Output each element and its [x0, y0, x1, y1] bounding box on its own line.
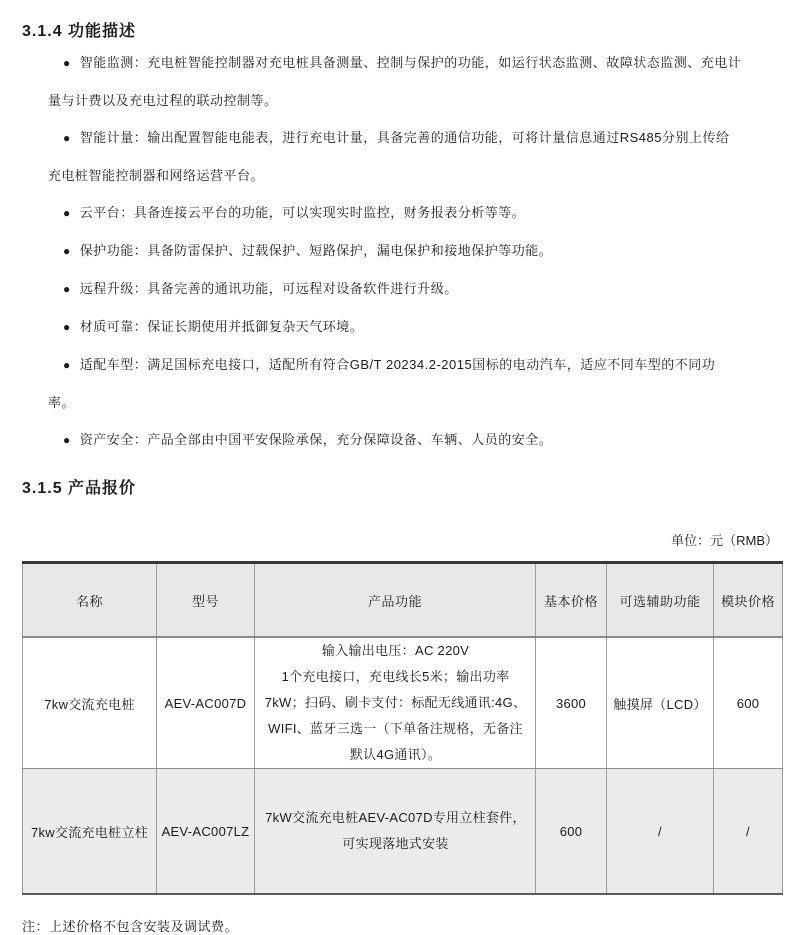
feature-bullet — [22, 232, 742, 270]
bullet-icon: ● — [63, 282, 71, 296]
cell-base-price: 600 — [536, 769, 607, 895]
table-header-row — [23, 563, 783, 638]
bullet-text: 资产安全：产品全部由中国平安保险承保，充分保障设备、车辆、人员的安全。 — [79, 432, 553, 447]
cell-module-price: 600 — [714, 637, 783, 769]
cell-model: AEV-AC007LZ — [157, 769, 255, 895]
bullet-icon: ● — [63, 206, 71, 220]
feature-bullet — [22, 119, 742, 194]
bullet-text: 远程升级：具备完善的通讯功能，可远程对设备软件进行升级。 — [79, 281, 458, 296]
cell-base-price: 3600 — [536, 637, 607, 769]
cell-name: 7kw交流充电桩 — [23, 637, 157, 769]
feature-bullet — [22, 421, 742, 459]
feature-line: 1个充电接口，充电线长5米；输出功率7kW；扫码、刷卡支付：标配无线通讯:4G、WIFI、蓝牙三选一（下单备注规格，无备注默认4G通讯）。 — [264, 669, 527, 762]
feature-bullet — [22, 270, 742, 308]
feature-bullet — [22, 346, 742, 421]
section-heading-pricing: 3.1.5 产品报价 — [22, 480, 137, 497]
table-row — [23, 769, 783, 895]
feature-bullet-list — [22, 44, 742, 459]
col-header-model: 型号 — [157, 563, 255, 638]
feature-line: 7kW交流充电桩AEV-AC07D专用立柱套件，可实现落地式安装 — [265, 810, 526, 851]
pricing-table — [22, 561, 783, 895]
bullet-text: 云平台：具备连接云平台的功能，可以实现实时监控，财务报表分析等等。 — [79, 205, 526, 220]
feature-line: 输入输出电压：AC 220V — [321, 643, 470, 658]
cell-features — [255, 769, 536, 895]
cell-aux-feature: / — [607, 769, 714, 895]
col-header-module-price: 模块价格 — [714, 563, 783, 638]
bullet-text: 材质可靠：保证长期使用并抵御复杂天气环境。 — [79, 319, 364, 334]
cell-features — [255, 637, 536, 769]
bullet-text: 智能监测：充电桩智能控制器对充电桩具备测量、控制与保护的功能，如运行状态监测、故障状态监测、充电计量与计费以及充电过程的联动控制等。 — [48, 55, 742, 108]
unit-label: 单位：元（RMB） — [671, 533, 778, 548]
bullet-text: 保护功能：具备防雷保护、过载保护、短路保护，漏电保护和接地保护等功能。 — [79, 243, 553, 258]
cell-model: AEV-AC007D — [157, 637, 255, 769]
price-note: 注：上述价格不包含安装及调试费。 — [22, 919, 239, 934]
bullet-icon: ● — [63, 358, 71, 372]
section-heading-functions: 3.1.4 功能描述 — [22, 23, 137, 40]
bullet-text: 智能计量：输出配置智能电能表，进行充电计量，具备完善的通信功能，可将计量信息通过RS485分别上传给充电桩智能控制器和网络运营平台。 — [48, 130, 730, 183]
bullet-icon: ● — [63, 56, 71, 70]
col-header-features: 产品功能 — [255, 563, 536, 638]
bullet-text: 适配车型：满足国标充电接口，适配所有符合GB/T 20234.2-2015国标的电动汽车，适应不同车型的不同功率。 — [48, 357, 716, 410]
col-header-aux-feature: 可选辅助功能 — [607, 563, 714, 638]
document-page — [0, 22, 800, 934]
feature-bullet — [22, 194, 742, 232]
bullet-icon: ● — [63, 433, 71, 447]
table-row — [23, 637, 783, 769]
cell-name: 7kw交流充电桩立柱 — [23, 769, 157, 895]
col-header-base-price: 基本价格 — [536, 563, 607, 638]
cell-module-price: / — [714, 769, 783, 895]
cell-aux-feature: 触摸屏（LCD） — [607, 637, 714, 769]
bullet-icon: ● — [63, 320, 71, 334]
col-header-name: 名称 — [23, 563, 157, 638]
feature-bullet — [22, 308, 742, 346]
bullet-icon: ● — [63, 244, 71, 258]
bullet-icon: ● — [63, 131, 71, 145]
feature-bullet — [22, 44, 742, 119]
